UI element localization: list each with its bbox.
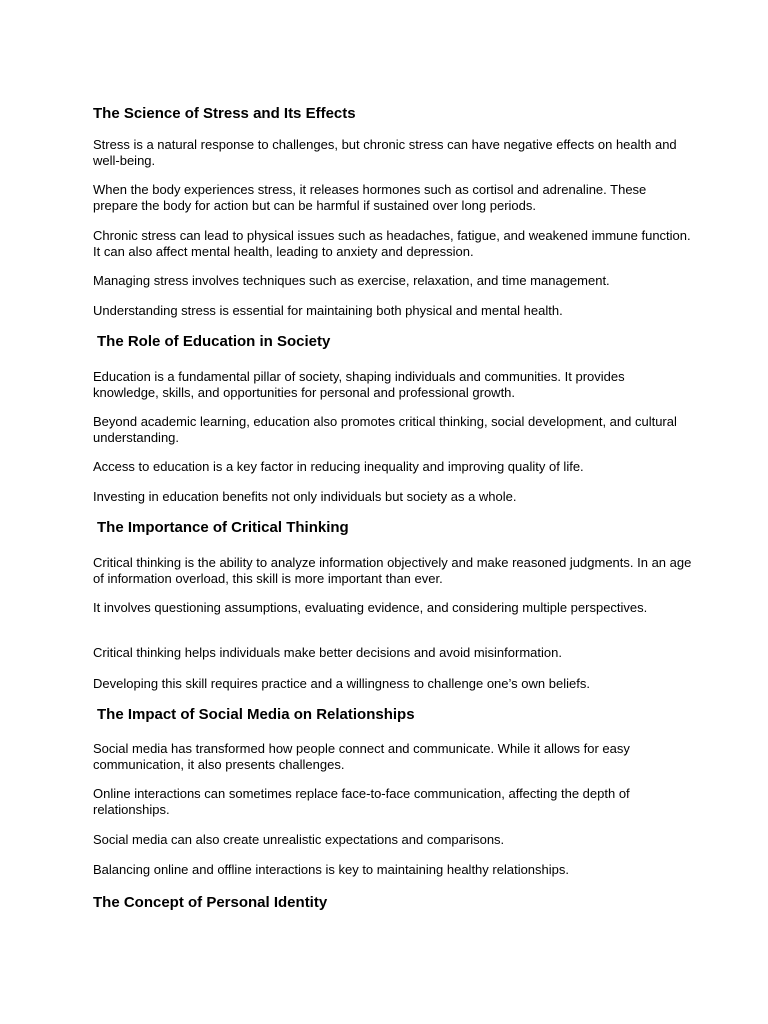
paragraph: Investing in education benefits not only individuals but society as a whole. bbox=[93, 489, 517, 504]
section-heading-education: The Role of Education in Society bbox=[97, 333, 331, 350]
paragraph: Balancing online and offline interactions is key to maintaining healthy relationships. bbox=[93, 862, 569, 877]
section-heading-stress: The Science of Stress and Its Effects bbox=[93, 105, 356, 122]
paragraph: Social media can also create unrealistic expectations and comparisons. bbox=[93, 832, 505, 847]
paragraph: Chronic stress can lead to physical issues such as headaches, fatigue, and weakened immune function. It can also affect mental health, leading to anxiety and depression. bbox=[93, 228, 691, 259]
paragraph: It involves questioning assumptions, evaluating evidence, and considering multiple perspectives. bbox=[93, 600, 648, 615]
paragraph: When the body experiences stress, it releases hormones such as cortisol and adrenaline. These prepare the body for action but can be harmful if sustained over long periods. bbox=[93, 182, 647, 213]
paragraph: Critical thinking helps individuals make better decisions and avoid misinformation. bbox=[93, 645, 562, 660]
section-heading-social-media: The Impact of Social Media on Relationships bbox=[97, 706, 415, 723]
section-heading-critical-thinking: The Importance of Critical Thinking bbox=[97, 519, 349, 536]
paragraph: Online interactions can sometimes replace face-to-face communication, affecting the depth of relationships. bbox=[93, 786, 630, 817]
paragraph: Access to education is a key factor in reducing inequality and improving quality of life. bbox=[93, 459, 584, 474]
paragraph: Developing this skill requires practice and a willingness to challenge one’s own beliefs. bbox=[93, 676, 590, 691]
paragraph: Social media has transformed how people connect and communicate. While it allows for easy communication, it also presents challenges. bbox=[93, 741, 630, 772]
section-heading-personal-identity: The Concept of Personal Identity bbox=[93, 894, 328, 911]
paragraph: Critical thinking is the ability to analyze information objectively and make reasoned judgments. In an age of information overload, this skill is more important than ever. bbox=[93, 555, 692, 586]
paragraph: Understanding stress is essential for maintaining both physical and mental health. bbox=[93, 303, 563, 318]
paragraph: Education is a fundamental pillar of society, shaping individuals and communities. It provides knowledge, skills, and opportunities for personal and professional growth. bbox=[93, 369, 625, 400]
paragraph: Managing stress involves techniques such as exercise, relaxation, and time management. bbox=[93, 273, 610, 288]
paragraph: Beyond academic learning, education also promotes critical thinking, social development, and cultural understanding. bbox=[93, 414, 677, 445]
paragraph: Stress is a natural response to challenges, but chronic stress can have negative effects on health and well-being. bbox=[93, 137, 677, 168]
